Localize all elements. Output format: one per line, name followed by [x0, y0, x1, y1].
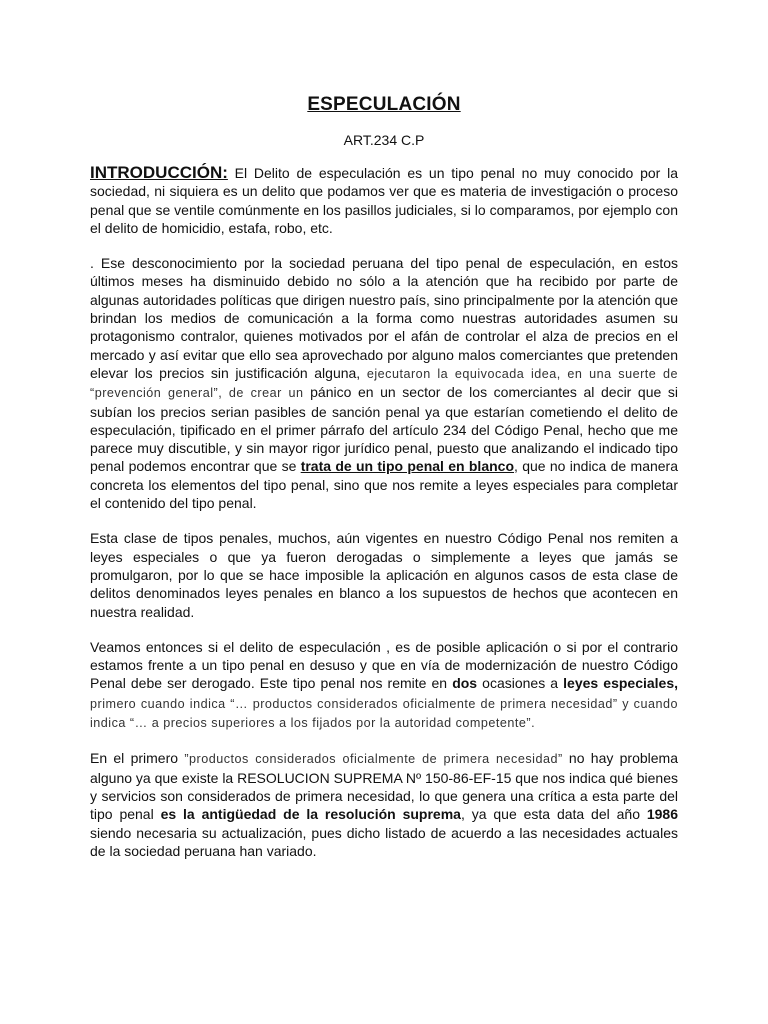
- paragraph-4: [90, 638, 678, 732]
- intro-heading: INTRODUCCIÓN:: [90, 163, 228, 182]
- paragraph-2-text-1: . Ese desconocimiento por la sociedad peruana del tipo penal de especulación, en estos últimos meses ha disminuido debido no sólo a la atención que ha recibido por parte de algunas autoridades políticas que dirigen nuestro país, sino principalmente por la atención que brindan los medios de comunicación a la forma como nuestras autoridades asumen su protagonismo contralor, quienes motivados por el afán de controlar el alza de precios en el mercado y así evitar que ello sea aprovechado por alguno malos comerciantes que pretenden elevar los precios sin justificación alguna,: [90, 255, 678, 381]
- paragraph-5-quote: ”productos considerados oficialmente de primera necesidad”: [184, 752, 563, 767]
- paragraph-4-text-2: ocasiones a: [477, 675, 564, 692]
- paragraph-2-emphasis: trata de un tipo penal en blanco: [300, 458, 515, 475]
- document-subtitle: ART.234 C.P: [343, 132, 425, 148]
- paragraph-5-text-2: no hay problema alguno ya que existe la RESOLUCION SUPREMA Nº 150-86-EF-15 que nos indica qué bienes y servicios son considerados de primera necesidad, lo que genera una crítica a esta parte del tipo penal: [90, 750, 678, 823]
- paragraph-2-text-3: , que no indica de manera concreta los elementos del tipo penal, sino que nos remite a leyes especiales para completar el contenido del tipo penal.: [90, 458, 678, 512]
- paragraph-2-text-2: pánico en un sector de los comerciantes al decir que si subían los precios serian pasibles de sanción penal ya que estarían cometiendo el delito de especulación, tipificado en el primer párrafo del artículo 234 del Código Penal, hecho que me parece muy discutible, y sin mayor rigor jurídico penal, puesto que analizando el indicado tipo penal podemos encontrar que se: [90, 384, 678, 475]
- paragraph-5-text-4: siendo necesaria su actualización, pues dicho listado de acuerdo a las necesidades actuales de la sociedad peruana han variado.: [90, 824, 678, 859]
- paragraph-5-text-3: , ya que esta data del año: [460, 806, 647, 823]
- paragraph-2: [90, 254, 678, 512]
- paragraph-3: Esta clase de tipos penales, muchos, aún vigentes en nuestro Código Penal nos remiten a leyes especiales o que ya fueron derogadas o simplemente a leyes que jamás se promulgaron, por lo que se hace imposible la aplicación en algunos casos de esta clase de delitos denominados leyes penales en blanco a los supuestos de hechos que acontecen en nuestra realidad.: [90, 530, 678, 620]
- paragraph-5-text-1: En el primero: [90, 750, 185, 767]
- paragraph-5: [90, 749, 678, 860]
- document-title: ESPECULACIÓN: [307, 94, 461, 115]
- paragraph-5-bold-1: es la antigüedad de la resolución suprema: [160, 806, 461, 823]
- paragraph-2-quote: ejecutaron la equivocada idea, en una suerte de “prevención general”, de crear un: [90, 366, 678, 401]
- document-body: [90, 94, 678, 877]
- paragraph-4-bold-2: leyes especiales,: [563, 675, 679, 692]
- intro-paragraph: [90, 164, 678, 237]
- paragraph-4-text-1: Veamos entonces si el delito de especulación , es de posible aplicación o si por el contrario estamos frente a un tipo penal en desuso y que en vía de modernización de nuestro Código Penal debe ser derogado. Este tipo penal nos remite en: [90, 638, 678, 692]
- paragraph-4-quote: primero cuando indica “… productos considerados oficialmente de primera necesidad” y cuando indica “… a precios superiores a los fijados por la autoridad competente”.: [90, 696, 678, 731]
- paragraph-4-bold-1: dos: [452, 675, 478, 692]
- intro-text: El Delito de especulación es un tipo penal no muy conocido por la sociedad, ni siquiera es un delito que podamos ver que es materia de investigación o proceso penal que se ventile comúnmente en los pasillos judiciales, si lo comparamos, por ejemplo con el delito de homicidio, estafa, robo, etc.: [90, 165, 678, 236]
- paragraph-5-bold-2: 1986: [646, 806, 679, 823]
